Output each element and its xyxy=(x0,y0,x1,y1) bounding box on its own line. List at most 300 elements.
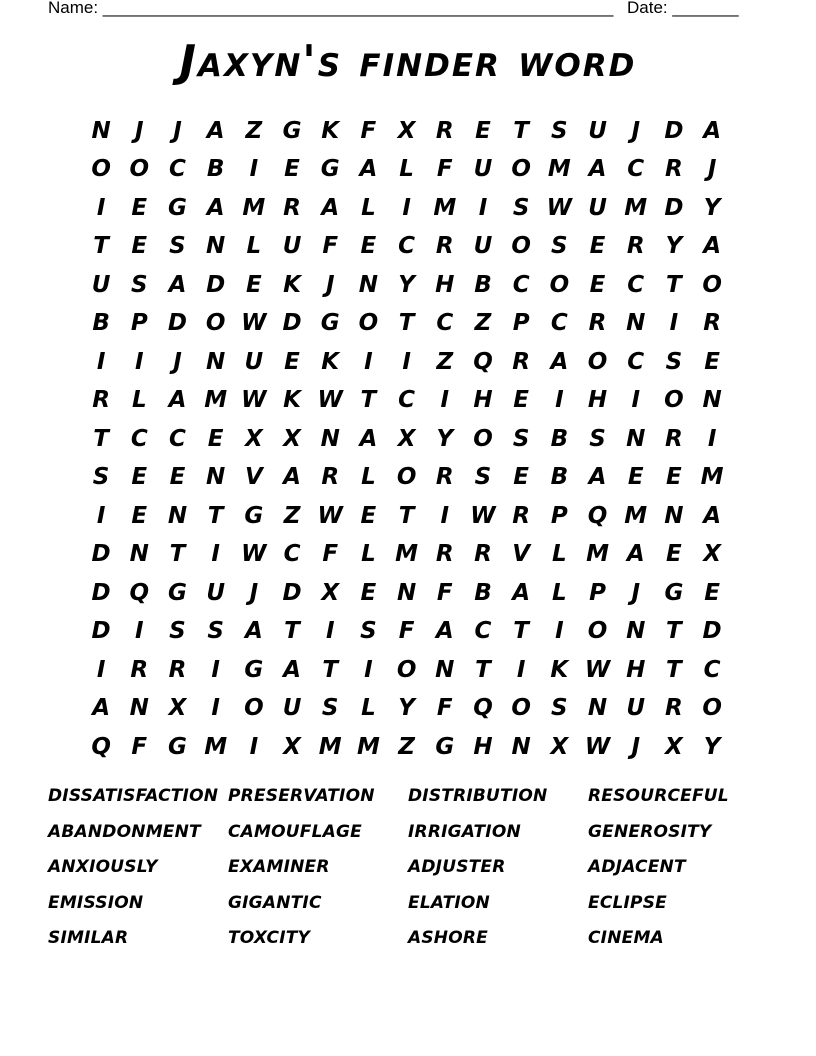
grid-letter: Z xyxy=(436,348,454,375)
grid-letter: I xyxy=(478,194,488,221)
grid-letter: O xyxy=(511,156,531,183)
grid-letter: N xyxy=(587,695,608,722)
grid-letter: K xyxy=(283,387,301,414)
grid-letter: I xyxy=(631,387,640,414)
grid-letter: T xyxy=(398,502,415,529)
grid-letter: A xyxy=(626,541,645,568)
grid-letter: D xyxy=(91,618,111,645)
grid-letter: E xyxy=(589,271,606,298)
grid-letter: C xyxy=(283,541,301,568)
grid-letter: J xyxy=(135,117,144,144)
grid-letter: O xyxy=(358,310,379,337)
grid-letter: Q xyxy=(91,733,111,760)
grid-letter: R xyxy=(283,194,301,221)
grid-letter: F xyxy=(360,117,377,144)
grid-letter: R xyxy=(92,387,110,414)
grid-letter: W xyxy=(584,733,611,760)
grid-letter: O xyxy=(587,348,608,375)
grid-letter: T xyxy=(513,117,529,144)
grid-letter: E xyxy=(169,464,186,491)
grid-letter: T xyxy=(169,541,186,568)
word-list-item: ASHORE xyxy=(408,928,488,948)
grid-letter: G xyxy=(320,156,340,183)
grid-letter: I xyxy=(402,348,411,375)
grid-letter: E xyxy=(704,348,720,375)
grid-letter: N xyxy=(91,117,111,144)
grid-letter: I xyxy=(440,387,450,414)
grid-letter: D xyxy=(206,271,226,298)
grid-letter: X xyxy=(397,117,416,144)
grid-letter: W xyxy=(584,656,611,683)
grid-letter: A xyxy=(359,156,378,183)
grid-letter: A xyxy=(283,656,301,683)
grid-letter: F xyxy=(436,156,453,183)
grid-letter: I xyxy=(96,348,106,375)
grid-letter: N xyxy=(129,541,149,568)
grid-letter: N xyxy=(358,271,379,298)
grid-letter: A xyxy=(435,618,454,645)
grid-letter: N xyxy=(511,733,531,760)
grid-letter: C xyxy=(398,387,416,414)
grid-letter: U xyxy=(626,695,646,722)
grid-letter: L xyxy=(361,541,376,568)
grid-letter: L xyxy=(361,695,376,722)
date-field-label: Date: _______ xyxy=(627,0,739,17)
grid-letter: L xyxy=(552,579,567,606)
grid-letter: M xyxy=(356,733,380,760)
grid-letter: S xyxy=(169,618,186,645)
grid-letter: E xyxy=(475,117,491,144)
grid-letter: I xyxy=(135,618,144,645)
grid-letter: N xyxy=(626,425,646,452)
word-list-item: GENEROSITY xyxy=(588,821,712,842)
grid-letter: E xyxy=(513,387,530,414)
grid-letter: R xyxy=(665,156,683,183)
grid-letter: R xyxy=(665,695,683,722)
grid-letter: S xyxy=(551,117,568,144)
grid-letter: I xyxy=(96,656,106,683)
grid-letter: J xyxy=(707,156,717,183)
grid-letter: T xyxy=(284,618,300,645)
word-list-item: SIMILAR xyxy=(48,928,129,948)
word-list-item: TOXCITY xyxy=(228,928,311,948)
grid-letter: O xyxy=(129,156,150,183)
grid-letter: R xyxy=(435,233,454,260)
grid-letter: E xyxy=(284,348,300,375)
grid-letter: E xyxy=(131,194,148,221)
grid-letter: Y xyxy=(703,733,721,760)
grid-letter: O xyxy=(511,695,531,722)
grid-letter: F xyxy=(436,695,453,722)
grid-letter: A xyxy=(283,464,301,491)
grid-letter: I xyxy=(555,618,564,645)
word-list-item: IRRIGATION xyxy=(408,821,521,842)
grid-letter: X xyxy=(244,425,263,452)
grid-letter: O xyxy=(473,425,493,452)
grid-letter: N xyxy=(206,348,226,375)
grid-letter: T xyxy=(666,656,682,683)
grid-letter: U xyxy=(206,579,225,606)
grid-letter: B xyxy=(474,579,492,606)
grid-letter: C xyxy=(627,156,645,183)
grid-letter: X xyxy=(703,541,721,568)
grid-letter: D xyxy=(91,541,111,568)
grid-letter: M xyxy=(242,194,266,221)
grid-letter: I xyxy=(402,194,411,221)
grid-letter: B xyxy=(550,464,569,491)
grid-letter: S xyxy=(589,425,606,452)
grid-letter: S xyxy=(665,348,683,375)
grid-letter: T xyxy=(207,502,224,529)
grid-letter: M xyxy=(700,464,724,491)
grid-letter: Q xyxy=(473,695,493,722)
grid-letter: D xyxy=(282,310,302,337)
grid-letter: R xyxy=(512,502,531,529)
grid-letter: J xyxy=(631,733,640,760)
word-list-item: DISSATISFACTION xyxy=(48,786,219,806)
grid-letter: M xyxy=(624,194,648,221)
grid-letter: S xyxy=(130,271,148,298)
grid-letter: E xyxy=(131,464,148,491)
grid-letter: I xyxy=(669,310,679,337)
grid-letter: U xyxy=(588,194,607,221)
grid-letter: G xyxy=(168,579,187,606)
grid-letter: Q xyxy=(129,579,150,606)
grid-letter: X xyxy=(321,579,340,606)
grid-letter: A xyxy=(703,233,721,260)
grid-letter: E xyxy=(360,233,377,260)
grid-letter: J xyxy=(631,579,640,606)
grid-letter: N xyxy=(626,310,646,337)
grid-letter: R xyxy=(626,233,645,260)
grid-letter: L xyxy=(131,387,147,414)
grid-letter: F xyxy=(398,618,415,645)
grid-letter: I xyxy=(364,656,373,683)
grid-letter: E xyxy=(360,579,377,606)
grid-letter: M xyxy=(204,387,228,414)
grid-letter: O xyxy=(244,695,264,722)
grid-letter: K xyxy=(321,117,340,144)
grid-letter: U xyxy=(282,695,302,722)
grid-letter: W xyxy=(317,502,343,529)
grid-letter: R xyxy=(321,464,340,491)
grid-letter: I xyxy=(211,695,220,722)
grid-letter: E xyxy=(245,271,262,298)
grid-letter: A xyxy=(588,464,607,491)
grid-letter: F xyxy=(436,579,453,606)
grid-letter: C xyxy=(703,656,721,683)
grid-letter: K xyxy=(321,348,340,375)
grid-letter: I xyxy=(516,656,526,683)
grid-letter: S xyxy=(207,618,224,645)
grid-letter: U xyxy=(588,117,607,144)
grid-letter: W xyxy=(241,310,267,337)
grid-letter: A xyxy=(512,579,531,606)
grid-letter: B xyxy=(92,310,110,337)
grid-letter: T xyxy=(475,656,491,683)
grid-letter: I xyxy=(249,733,259,760)
grid-letter: C xyxy=(512,271,530,298)
grid-letter: H xyxy=(473,733,493,760)
grid-letter: M xyxy=(318,733,342,760)
grid-letter: Y xyxy=(703,194,721,221)
grid-letter: Y xyxy=(398,271,415,298)
grid-letter: O xyxy=(396,656,417,683)
grid-letter: G xyxy=(664,579,684,606)
grid-letter: S xyxy=(551,695,568,722)
grid-letter: I xyxy=(707,425,717,452)
grid-letter: C xyxy=(474,618,492,645)
grid-letter: D xyxy=(664,117,684,144)
grid-letter: E xyxy=(666,541,682,568)
grid-letter: A xyxy=(588,156,607,183)
letter-grid xyxy=(82,112,731,767)
page-title: Jaxyn's finder word xyxy=(179,36,637,87)
grid-letter: B xyxy=(206,156,225,183)
grid-letter: X xyxy=(283,425,301,452)
grid-letter: E xyxy=(207,425,224,452)
grid-letter: X xyxy=(397,425,416,452)
grid-letter: R xyxy=(435,464,454,491)
grid-letter: I xyxy=(249,156,259,183)
grid-letter: V xyxy=(244,464,263,491)
grid-letter: S xyxy=(321,695,339,722)
grid-letter: R xyxy=(588,310,607,337)
grid-letter: S xyxy=(169,233,186,260)
word-list-item: EMISSION xyxy=(48,892,144,913)
grid-letter: C xyxy=(169,156,186,183)
grid-letter: W xyxy=(241,387,267,414)
grid-letter: A xyxy=(703,117,721,144)
grid-letter: E xyxy=(360,502,377,529)
grid-letter: H xyxy=(626,656,646,683)
grid-letter: C xyxy=(436,310,454,337)
grid-letter: V xyxy=(512,541,531,568)
grid-letter: J xyxy=(631,117,640,144)
grid-letter: O xyxy=(549,271,570,298)
grid-letter: C xyxy=(627,348,645,375)
grid-letter: I xyxy=(135,348,144,375)
grid-letter: T xyxy=(322,656,339,683)
grid-letter: H xyxy=(473,387,493,414)
grid-letter: R xyxy=(435,117,454,144)
word-list-item: CINEMA xyxy=(588,928,664,948)
grid-letter: R xyxy=(703,310,721,337)
grid-letter: Q xyxy=(473,348,493,375)
grid-letter: W xyxy=(470,502,496,529)
grid-letter: E xyxy=(131,502,148,529)
grid-letter: Y xyxy=(436,425,454,452)
grid-letter: S xyxy=(474,464,492,491)
grid-letter: N xyxy=(702,387,722,414)
word-list-item: ABANDONMENT xyxy=(48,821,201,842)
grid-letter: S xyxy=(551,233,568,260)
grid-letter: T xyxy=(93,233,109,260)
grid-letter: R xyxy=(665,425,683,452)
grid-letter: N xyxy=(206,464,226,491)
grid-letter: E xyxy=(589,233,606,260)
grid-letter: F xyxy=(131,733,148,760)
grid-letter: G xyxy=(168,733,187,760)
grid-letter: A xyxy=(550,348,569,375)
grid-letter: C xyxy=(398,233,416,260)
word-list-item: ECLIPSE xyxy=(588,892,667,913)
grid-letter: T xyxy=(666,271,682,298)
grid-letter: B xyxy=(550,425,569,452)
grid-letter: N xyxy=(206,233,226,260)
grid-letter: L xyxy=(552,541,567,568)
grid-letter: C xyxy=(550,310,568,337)
grid-letter: M xyxy=(586,541,609,568)
grid-letter: C xyxy=(627,271,645,298)
grid-letter: I xyxy=(555,387,564,414)
grid-letter: A xyxy=(168,387,187,414)
grid-letter: N xyxy=(664,502,684,529)
grid-letter: D xyxy=(664,194,684,221)
word-list-item: PRESERVATION xyxy=(228,786,375,806)
grid-letter: G xyxy=(168,194,187,221)
grid-letter: I xyxy=(440,502,450,529)
grid-letter: S xyxy=(512,194,530,221)
grid-letter: R xyxy=(512,348,531,375)
grid-letter: G xyxy=(244,656,264,683)
grid-letter: G xyxy=(435,733,455,760)
grid-letter: N xyxy=(396,579,417,606)
grid-letter: X xyxy=(283,733,301,760)
grid-letter: A xyxy=(321,194,340,221)
grid-letter: P xyxy=(589,579,606,606)
grid-letter: J xyxy=(249,579,259,606)
grid-letter: I xyxy=(96,502,106,529)
grid-letter: C xyxy=(169,425,186,452)
grid-letter: A xyxy=(244,618,263,645)
grid-letter: T xyxy=(398,310,415,337)
word-list-item: ADJACENT xyxy=(588,857,686,877)
grid-letter: M xyxy=(624,502,648,529)
grid-letter: I xyxy=(364,348,373,375)
grid-letter: M xyxy=(433,194,457,221)
grid-letter: J xyxy=(325,271,335,298)
grid-letter: K xyxy=(283,271,301,298)
grid-letter: T xyxy=(360,387,377,414)
word-list-item: GIGANTIC xyxy=(228,892,322,913)
grid-letter: N xyxy=(320,425,340,452)
grid-letter: A xyxy=(703,502,721,529)
grid-letter: N xyxy=(129,695,149,722)
grid-letter: S xyxy=(360,618,377,645)
grid-letter: O xyxy=(396,464,417,491)
grid-letter: A xyxy=(359,425,378,452)
grid-letter: X xyxy=(550,733,569,760)
grid-letter: L xyxy=(399,156,414,183)
grid-letter: B xyxy=(474,271,492,298)
grid-letter: F xyxy=(322,233,339,260)
grid-letter: T xyxy=(93,425,109,452)
grid-letter: U xyxy=(282,233,302,260)
grid-letter: R xyxy=(435,541,454,568)
grid-letter: U xyxy=(473,233,493,260)
grid-letter: O xyxy=(205,310,226,337)
word-list-item: CAMOUFLAGE xyxy=(228,821,362,842)
grid-letter: A xyxy=(92,695,110,722)
grid-letter: J xyxy=(173,348,182,375)
grid-letter: U xyxy=(473,156,493,183)
word-list-item: ELATION xyxy=(408,892,490,913)
word-list-item: ANXIOUSLY xyxy=(48,857,158,877)
grid-letter: S xyxy=(92,464,110,491)
grid-letter: X xyxy=(665,733,683,760)
grid-letter: Z xyxy=(474,310,492,337)
word-list-item: ADJUSTER xyxy=(408,857,506,877)
grid-letter: M xyxy=(204,733,228,760)
grid-letter: O xyxy=(702,271,722,298)
grid-letter: Z xyxy=(283,502,301,529)
grid-letter: G xyxy=(244,502,264,529)
grid-letter: E xyxy=(284,156,300,183)
grid-letter: W xyxy=(241,541,267,568)
grid-letter: O xyxy=(587,618,608,645)
grid-letter: R xyxy=(168,656,187,683)
grid-letter: Z xyxy=(398,733,415,760)
grid-letter: N xyxy=(626,618,646,645)
grid-letter: A xyxy=(206,194,225,221)
grid-letter: A xyxy=(168,271,187,298)
grid-letter: Q xyxy=(587,502,608,529)
grid-letter: E xyxy=(513,464,530,491)
grid-letter: X xyxy=(168,695,187,722)
grid-letter: I xyxy=(211,541,220,568)
name-field-label: Name: ______________________________________________________ xyxy=(48,0,614,17)
grid-letter: J xyxy=(173,117,182,144)
grid-letter: A xyxy=(206,117,225,144)
grid-letter: K xyxy=(550,656,569,683)
grid-letter: P xyxy=(512,310,530,337)
grid-letter: O xyxy=(91,156,111,183)
grid-letter: R xyxy=(130,656,149,683)
grid-letter: H xyxy=(435,271,455,298)
grid-letter: U xyxy=(244,348,264,375)
grid-letter: N xyxy=(435,656,455,683)
grid-letter: W xyxy=(546,194,573,221)
grid-letter: E xyxy=(704,579,720,606)
grid-letter: L xyxy=(361,194,376,221)
grid-letter: H xyxy=(587,387,608,414)
grid-letter: D xyxy=(91,579,111,606)
grid-letter: I xyxy=(211,656,220,683)
grid-letter: Y xyxy=(398,695,415,722)
grid-letter: P xyxy=(130,310,148,337)
grid-letter: Z xyxy=(245,117,263,144)
grid-letter: O xyxy=(664,387,684,414)
grid-letter: E xyxy=(627,464,644,491)
grid-letter: O xyxy=(511,233,531,260)
grid-letter: L xyxy=(246,233,262,260)
word-list-item: EXAMINER xyxy=(228,857,330,877)
grid-letter: I xyxy=(96,194,106,221)
grid-letter: Y xyxy=(665,233,683,260)
grid-letter: S xyxy=(512,425,530,452)
grid-letter: N xyxy=(167,502,188,529)
grid-letter: T xyxy=(513,618,529,645)
grid-letter: T xyxy=(666,618,682,645)
word-list-item: RESOURCEFUL xyxy=(588,786,729,806)
grid-letter: P xyxy=(550,502,568,529)
grid-letter: R xyxy=(474,541,492,568)
grid-letter: G xyxy=(282,117,302,144)
grid-letter: E xyxy=(666,464,682,491)
grid-letter: G xyxy=(320,310,340,337)
grid-letter: M xyxy=(547,156,571,183)
